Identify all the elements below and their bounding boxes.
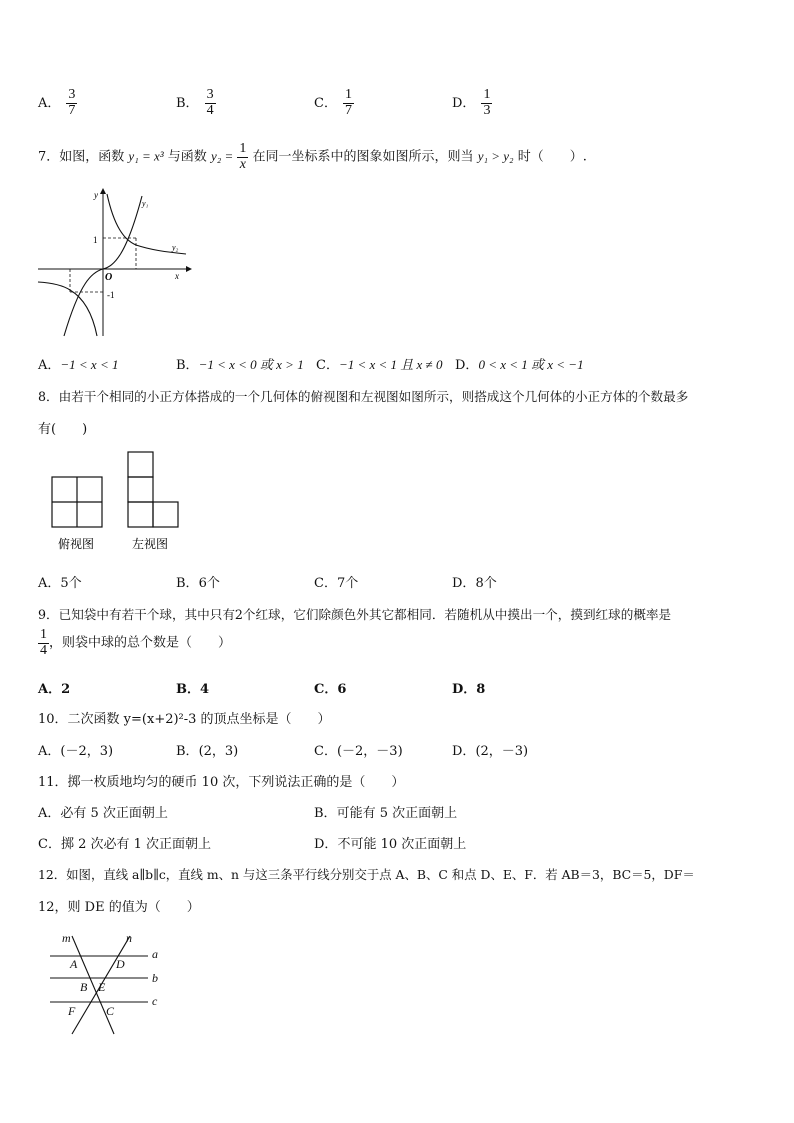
q9-option-d: D．8 bbox=[452, 682, 486, 697]
q8-option-d: D．8个 bbox=[452, 576, 497, 591]
q7-option-b: B．−1 < x < 0 或 x > 1 bbox=[176, 357, 304, 373]
left-view-caption: 左视图 bbox=[132, 537, 169, 551]
q9-stem-line2: $\frac{1}{4}$ ，则袋中球的总个数是（ ） bbox=[40, 627, 232, 658]
q11-option-d: D．不可能 10 次正面朝上 bbox=[314, 837, 467, 852]
label-b: b bbox=[152, 971, 158, 985]
y1-equation: y₁ = x³ bbox=[128, 148, 164, 164]
label-F: F bbox=[68, 1004, 76, 1018]
label-C: C bbox=[106, 1004, 115, 1018]
y-axis-arrow bbox=[100, 188, 106, 194]
q8-views-figure bbox=[48, 450, 188, 554]
q11-stem: 11．掷一枚质地均匀的硬币 10 次，下列说法正确的是（ ） bbox=[38, 775, 405, 790]
left-view bbox=[128, 452, 178, 527]
label-A: A bbox=[70, 957, 78, 971]
option-label: C． bbox=[314, 95, 337, 111]
fraction: $\frac{1}{4}$ bbox=[40, 627, 47, 658]
y2-lhs: y₂ = bbox=[210, 148, 234, 164]
line-m bbox=[72, 936, 114, 1034]
label-E: E bbox=[98, 980, 106, 994]
q10-option-b: B．(2，3) bbox=[176, 744, 239, 759]
fraction: $\frac{3}{4}$ bbox=[206, 87, 214, 118]
x-axis-arrow bbox=[186, 266, 192, 272]
q9-stem-line1: 9．已知袋中有若干个球，其中只有2个红球，它们除颜色外其它都相同．若随机从中摸出一个，摸到红球的概率是 bbox=[38, 607, 672, 622]
q8-stem-line2: 有( ) bbox=[38, 422, 88, 437]
q7-option-a: A．−1 < x < 1 bbox=[38, 357, 119, 373]
q8-option-c: C．7个 bbox=[314, 576, 359, 591]
q10-option-d: D．(2，－3) bbox=[452, 744, 529, 759]
q6-option-c bbox=[314, 88, 354, 118]
q6-option-a bbox=[38, 88, 77, 118]
q7-function-graph bbox=[36, 186, 194, 338]
q12-stem-line2: 12，则 DE 的值为（ ） bbox=[38, 900, 200, 915]
q10-option-c: C．(－2，－3) bbox=[314, 744, 403, 759]
q9-option-a: A．2 bbox=[38, 682, 71, 697]
q8-option-b: B．6个 bbox=[176, 576, 220, 591]
label-m: m bbox=[62, 931, 71, 945]
q6-option-d bbox=[452, 88, 492, 118]
fraction: $\frac{1}{x}$ bbox=[239, 141, 247, 172]
q12-parallel-lines-figure bbox=[46, 928, 176, 1036]
y-axis-label: y bbox=[94, 190, 98, 200]
q9-option-b: B．4 bbox=[176, 682, 210, 697]
q12-stem-line1: 12．如图，直线 a∥b∥c，直线 m、n 与这三条平行线分别交于点 A、B、C 和点 D、E、F．若 AB＝3，BC＝5，DF＝ bbox=[38, 867, 695, 882]
condition: y₁ > y₂ bbox=[477, 148, 514, 164]
q10-stem: 10．二次函数 y=(x+2)²-3 的顶点坐标是（ ） bbox=[38, 712, 331, 727]
tick-label-1: 1 bbox=[93, 235, 98, 245]
q7-option-c: C．−1 < x < 1 且 x ≠ 0 bbox=[316, 357, 443, 373]
curve-label-y2: y₂ bbox=[172, 243, 179, 252]
origin-label: O bbox=[105, 272, 113, 283]
x-axis-label: x bbox=[175, 271, 179, 281]
option-label: D． bbox=[452, 95, 476, 111]
q7-stem: 7．如图，函数 y₁ = x³ 与函数 y₂ = $\frac{1}{x}$ 在同一坐标系中的图象如图所示，则当 y₁ > y₂ 时（ ）. bbox=[38, 141, 587, 172]
label-a: a bbox=[152, 947, 158, 961]
q8-stem-line1: 8．由若干个相同的小正方体搭成的一个几何体的俯视图和左视图如图所示，则搭成这个几何体的小正方体的个数最多 bbox=[38, 389, 689, 404]
fraction: $\frac{1}{7}$ bbox=[344, 87, 352, 118]
q9-option-c: C．6 bbox=[314, 682, 347, 697]
q11-option-a: A．必有 5 次正面朝上 bbox=[38, 806, 168, 821]
curve-label-y1: y₁ bbox=[142, 199, 149, 208]
label-c: c bbox=[152, 994, 158, 1008]
q11-option-c: C．掷 2 次必有 1 次正面朝上 bbox=[38, 837, 212, 852]
tick-label-neg1: -1 bbox=[107, 290, 115, 300]
top-view bbox=[52, 477, 102, 527]
curve-y2-branch-3 bbox=[38, 282, 97, 336]
q8-option-a: A．5个 bbox=[38, 576, 82, 591]
label-n: n bbox=[126, 931, 132, 945]
fraction: $\frac{1}{3}$ bbox=[483, 87, 491, 118]
q6-option-b bbox=[176, 88, 216, 118]
q11-option-b: B．可能有 5 次正面朝上 bbox=[314, 806, 458, 821]
fraction: $\frac{3}{7}$ bbox=[68, 87, 76, 118]
option-label: A． bbox=[38, 95, 61, 111]
top-view-caption: 俯视图 bbox=[58, 537, 95, 551]
q7-option-d: D．0 < x < 1 或 x < −1 bbox=[455, 357, 584, 373]
label-B: B bbox=[80, 980, 88, 994]
label-D: D bbox=[116, 957, 125, 971]
option-label: B． bbox=[176, 95, 199, 111]
q10-option-a: A．(－2，3) bbox=[38, 744, 114, 759]
